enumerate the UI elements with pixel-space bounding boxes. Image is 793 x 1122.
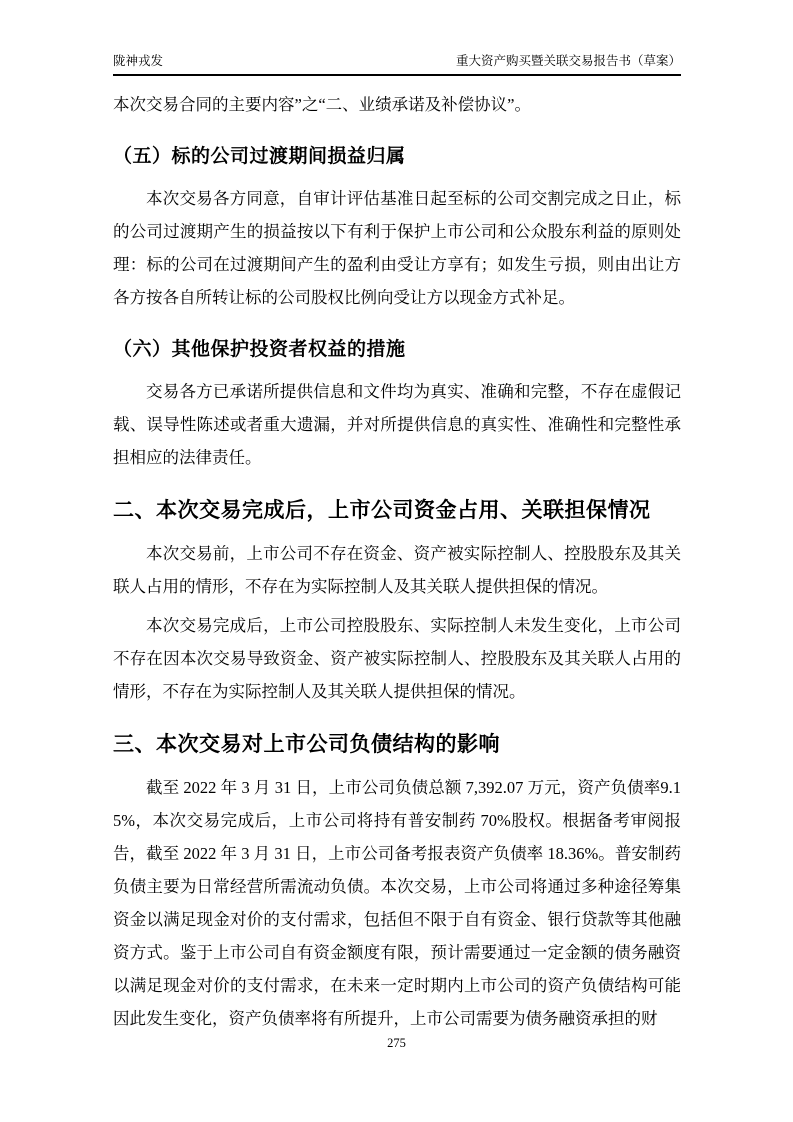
section-6-paragraph: 交易各方已承诺所提供信息和文件均为真实、准确和完整，不存在虚假记载、误导性陈述或者重大遗漏，并对所提供信息的真实性、准确性和完整性承担相应的法律责任。 bbox=[113, 382, 681, 467]
chapter-3-paragraph-1: 截至 2022 年 3 月 31 日，上市公司负债总额 7,392.07 万元，资产负债率9.15%，本次交易完成后，上市公司将持有普安制药 70%股权。根据备考审阅报告，截至 2022 年 3 月 31 日，上市公司备考报表资产负债率 18.36%。普安制药负债主要为日常经营所需流动负债。本次交易，上市公司将通过多种途径筹集资金以满足现金对价的支付需求，包括但不限于自有资金、银行贷款等其他融资方式。鉴于上市公司自有资金额度有限，预计需要通过一定金额的债务融资以满足现金对价的支付需求，在未来一定时期内上市公司的资产负债结构可能因此发生变化，资产负债率将有所提升，上市公司需要为债务融资承担的财 bbox=[113, 778, 681, 1028]
document-body bbox=[113, 88, 681, 1041]
page-number: 275 bbox=[387, 1036, 406, 1050]
page-header bbox=[113, 53, 681, 76]
section-5-heading: （五）标的公司过渡期间损益归属 bbox=[113, 146, 406, 167]
section-6-heading: （六）其他保护投资者权益的措施 bbox=[113, 339, 406, 360]
chapter-2-heading: 二、本次交易完成后，上市公司资金占用、关联担保情况 bbox=[113, 499, 651, 522]
header-report-title: 重大资产购买暨关联交易报告书（草案） bbox=[455, 54, 681, 68]
section-5-paragraph: 本次交易各方同意，自审计评估基准日起至标的公司交割完成之日止，标的公司过渡期产生的损益按以下有利于保护上市公司和公众股东利益的原则处理：标的公司在过渡期间产生的盈利由受让方享有；如发生亏损，则由出让方各方按各自所转让标的公司股权比例向受让方以现金方式补足。 bbox=[113, 189, 681, 307]
chapter-2-paragraph-1: 本次交易前，上市公司不存在资金、资产被实际控制人、控股股东及其关联人占用的情形，不存在为实际控制人及其关联人提供担保的情况。 bbox=[113, 544, 681, 596]
chapter-2-paragraph-2: 本次交易完成后，上市公司控股股东、实际控制人未发生变化，上市公司不存在因本次交易导致资金、资产被实际控制人、控股股东及其关联人占用的情形，不存在为实际控制人及其关联人提供担保的情况。 bbox=[113, 616, 681, 701]
header-company-name: 陇神戎发 bbox=[113, 54, 164, 68]
chapter-3-heading: 三、本次交易对上市公司负债结构的影响 bbox=[113, 733, 500, 756]
intro-paragraph: 本次交易合同的主要内容”之“二、业绩承诺及补偿协议”。 bbox=[113, 95, 531, 114]
